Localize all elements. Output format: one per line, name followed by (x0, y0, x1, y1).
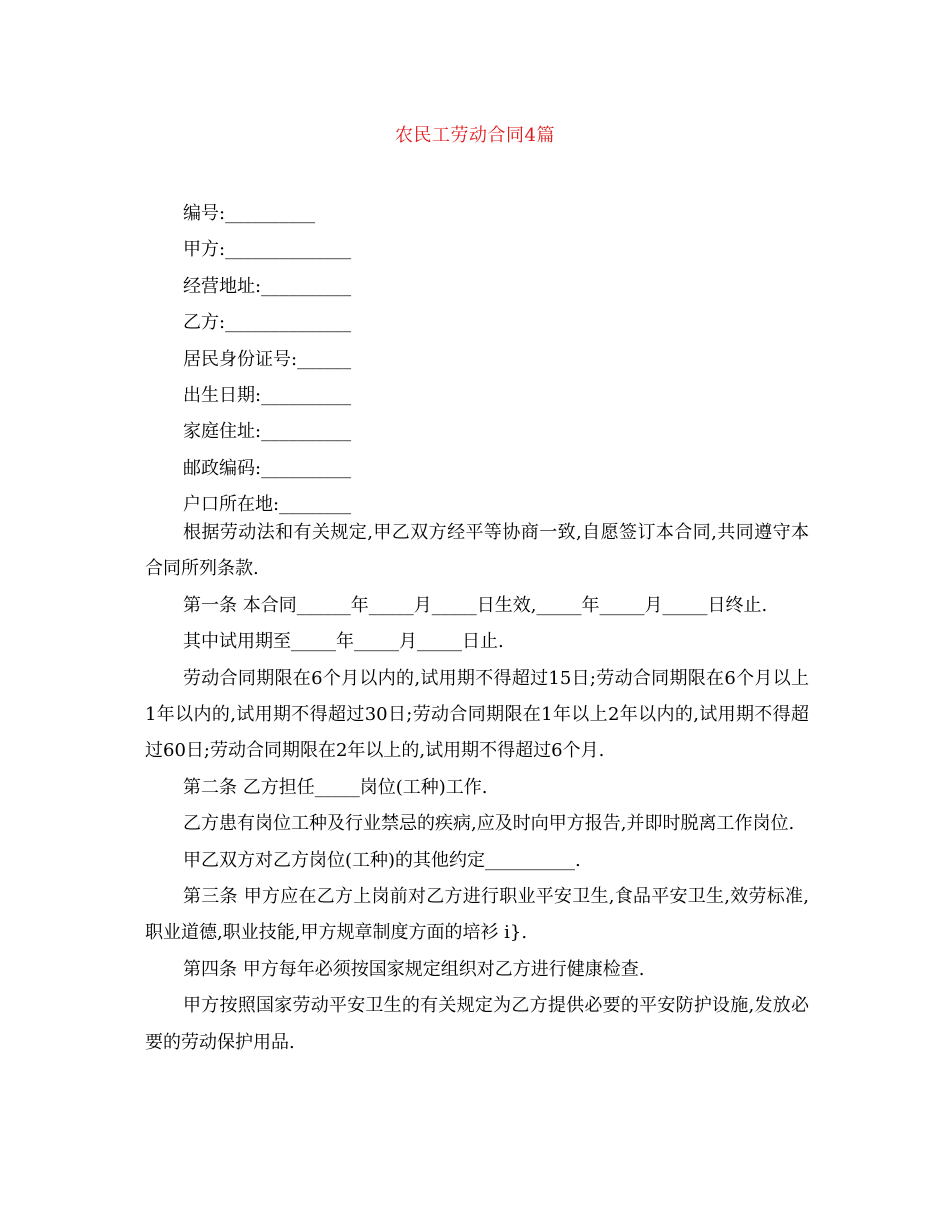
field-id-number: 居民身份证号:______ (183, 348, 352, 370)
field-party-b: 乙方:______________ (183, 312, 352, 334)
document-title: 农民工劳动合同4篇 (395, 125, 555, 146)
paragraph-probation-rules: 劳动合同期限在6个月以内的,试用期不得超过15日;劳动合同期限在6个月以上1年以内的,试用期不得超过30日;劳动合同期限在1年以上2年以内的,试用期不得超过60日;劳动合同期限在2年以上的,试用期不得超过6个月. (145, 667, 809, 762)
field-home-address: 家庭住址:__________ (183, 421, 352, 443)
field-household-registration: 户口所在地:________ (183, 494, 352, 516)
paragraph-article-2: 第二条 乙方担任_____岗位(工种)工作. (183, 776, 488, 798)
paragraph-probation-end: 其中试用期至_____年_____月_____日止. (183, 631, 504, 653)
field-business-address: 经营地址:__________ (183, 275, 352, 297)
paragraph-article-1: 第一条 本合同______年_____月_____日生效,_____年_____月_____日终止. (183, 594, 768, 616)
field-party-a: 甲方:______________ (183, 239, 352, 261)
paragraph-article-4: 第四条 甲方每年必须按国家规定组织对乙方进行健康检查. (183, 958, 645, 980)
contract-fields (183, 196, 823, 524)
contract-body (145, 515, 809, 1061)
field-postal-code: 邮政编码:__________ (183, 457, 352, 479)
field-contract-number: 编号:__________ (183, 203, 316, 224)
paragraph-article-3: 第三条 甲方应在乙方上岗前对乙方进行职业平安卫生,食品平安卫生,效劳标准,职业道德,职业技能,甲方规章制度方面的培衫 i}. (145, 886, 809, 944)
paragraph-safety-equipment: 甲方按照国家劳动平安卫生的有关规定为乙方提供必要的平安防护设施,发放必要的劳动保护用品. (145, 995, 809, 1053)
paragraph-preamble: 根据劳动法和有关规定,甲乙双方经平等协商一致,自愿签订本合同,共同遵守本合同所列条款. (145, 522, 809, 580)
field-birth-date: 出生日期:__________ (183, 384, 352, 406)
paragraph-other-agreement: 甲乙双方对乙方岗位(工种)的其他约定__________. (183, 849, 581, 871)
paragraph-disease-report: 乙方患有岗位工种及行业禁忌的疾病,应及时向甲方报告,并即时脱离工作岗位. (183, 813, 795, 835)
